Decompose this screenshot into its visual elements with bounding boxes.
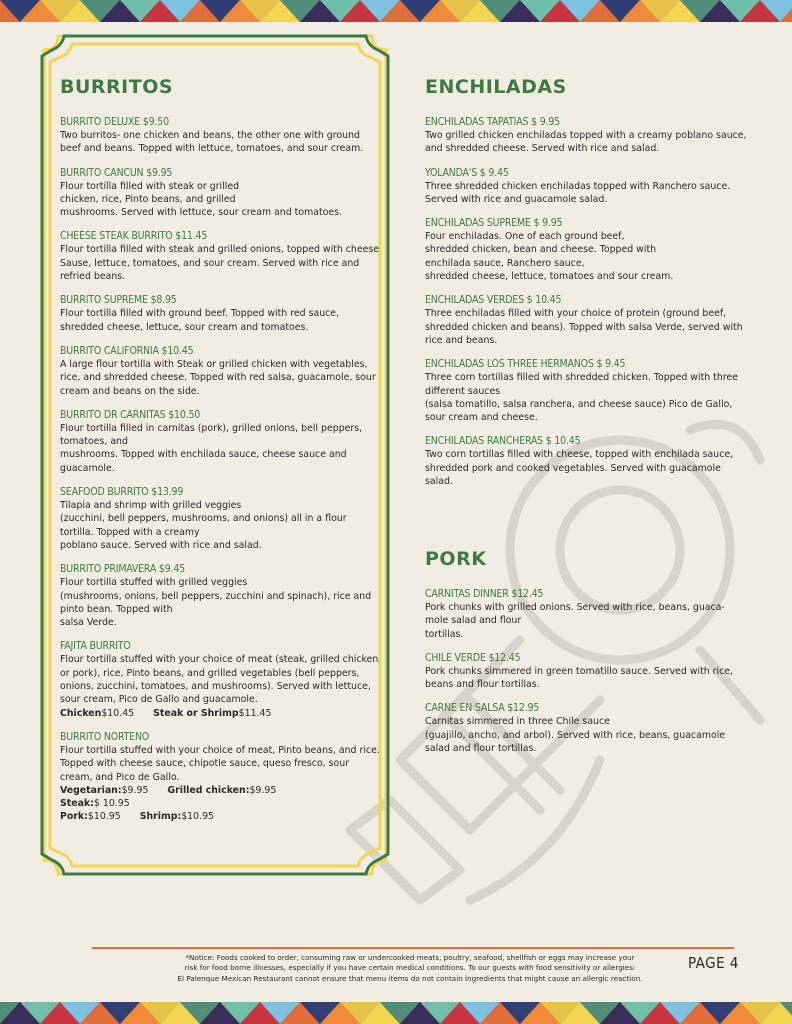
menu-item-name: BURRITO PRIMAVERA $9.45	[60, 563, 185, 576]
price-value: $9.95	[249, 784, 277, 796]
allergy-notice	[140, 953, 680, 984]
menu-item-name: BURRITO DR CARNITAS $10.50	[60, 408, 201, 421]
footer-divider	[92, 947, 734, 949]
enchiladas-section	[425, 76, 747, 499]
price-value: $10.95	[87, 811, 121, 823]
menu-item	[425, 116, 747, 156]
menu-item-name: ENCHILADAS LOS THREE HERMANOS $ 9.45	[425, 358, 626, 371]
menu-item	[60, 167, 380, 220]
menu-item-name: CARNITAS DINNER $12.45	[425, 588, 544, 600]
menu-item-name: BURRITO DELUXE $9.50	[60, 116, 169, 128]
norteno-price-line	[60, 810, 380, 823]
price-label: Grilled chicken:	[167, 784, 250, 796]
menu-item-description: Flour tortilla filled with steak or grilled chicken, rice, Pinto beans, and grilled mushrooms. Served with lettuce, sour cream and tomatoes.	[60, 180, 343, 219]
menu-item-description: Three enchiladas filled with your choice of protein (ground beef, shredded chicken and beans). Topped with salsa Verde, served with rice and beans.	[425, 308, 743, 346]
menu-item-description: Three corn tortillas filled with shredded chicken. Topped with three different sauces (salsa tomatillo, salsa ranchera, and cheese sauce) Pico de Gallo, sour cream and cheese.	[425, 372, 738, 424]
price-value: $ 10.95	[93, 798, 130, 810]
menu-item-name: BURRITO SUPREME $8.95	[60, 294, 177, 307]
notice-line: El Palenque Mexican Restaurant cannot ensure that menu items do not contain ingredients that might cause an allergic reaction.	[177, 973, 643, 983]
menu-item	[60, 640, 380, 719]
menu-item	[60, 486, 380, 552]
norteno-price-line	[60, 784, 380, 811]
menu-item-description: Four enchiladas. One of each ground beef, shredded chicken, bean and cheese. Topped with enchilada sauce, Ranchero sauce, shredded cheese, lettuce, tomatoes and sour cream.	[425, 231, 674, 283]
menu-item-description: Flour tortilla filled in carnitas (pork), grilled onions, bell peppers, tomatoes, and mushrooms. Topped with enchilada sauce, cheese sauce and guacamole.	[60, 422, 363, 474]
price-label: Vegetarian:	[60, 784, 122, 796]
menu-item	[60, 294, 380, 334]
price-label: Pork:	[60, 811, 88, 823]
menu-item	[60, 345, 380, 398]
menu-item-description: Flour tortilla filled with ground beef. Topped with red sauce, shredded cheese, lettuce, sour cream and tomatoes.	[60, 308, 340, 333]
burritos-section	[60, 76, 380, 835]
pork-title: PORK	[425, 548, 487, 570]
page-number: PAGE 4	[688, 954, 739, 972]
bottom-decorative-band	[0, 1002, 792, 1024]
menu-item-name: ENCHILADAS SUPREME $ 9.95	[425, 217, 563, 230]
price-label: Steak:	[60, 798, 94, 810]
price-option	[60, 707, 134, 720]
menu-item-name: CARNE EN SALSA $12.95	[425, 702, 540, 715]
menu-item-description: Flour tortilla stuffed with grilled veggies (mushrooms, onions, bell peppers, zucchini and spinach), rice and pinto bean. Topped with salsa Verde.	[60, 577, 372, 629]
price-option	[140, 810, 214, 823]
burritos-title: BURRITOS	[60, 76, 174, 98]
menu-item	[425, 217, 747, 283]
menu-item-description: Flour tortilla stuffed with your choice of meat (steak, grilled chicken or pork), rice, Pinto beans, and grilled vegetables (bell peppers, onions, zucchini, tomatoes, and mushrooms). Served with lettuce, sour cream, Pico de Gallo and guacamole.	[60, 654, 379, 706]
price-option	[153, 707, 271, 720]
notice-line: *Notice: Foods cooked to order, consuming raw or undercooked meats, poultry, seafood, shellfish or eggs may increase your	[185, 953, 635, 962]
price-value: $10.95	[181, 811, 215, 823]
menu-item-name: CHEESE STEAK BURRITO $11.45	[60, 230, 208, 243]
menu-item-description: Flour tortilla stuffed with your choice of meat, Pinto beans, and rice. Topped with cheese sauce, chipotle sauce, queso fresco, sour cream, and Pico de Gallo.	[60, 744, 380, 783]
price-option	[167, 784, 276, 797]
menu-item-description: Flour tortilla filled with steak and grilled onions, topped with cheese Sause, lettuce, tomatoes, and sour cream. Served with rice and refried beans.	[60, 244, 380, 283]
menu-item-name: BURRITO NORTENO	[60, 730, 150, 743]
price-value: $11.45	[238, 707, 272, 719]
menu-item	[60, 731, 380, 824]
menu-item-description: Three shredded chicken enchiladas topped with Ranchero sauce. Served with rice and guacamole salad.	[425, 180, 731, 205]
menu-item-description: Pork chunks with grilled onions. Served with rice, beans, guaca- mole salad and flour tortillas.	[425, 602, 725, 640]
menu-item-name: ENCHILADAS VERDES $ 10.45	[425, 294, 562, 307]
price-option	[60, 797, 130, 810]
price-label: Steak or Shrimp	[153, 707, 239, 719]
menu-item-name: SEAFOOD BURRITO $13.99	[60, 486, 184, 499]
menu-item-name: BURRITO CALIFORNIA $10.45	[60, 344, 194, 357]
menu-item-name: CHILE VERDE $12.45	[425, 651, 521, 664]
menu-item	[425, 358, 747, 424]
menu-item-description: Tilapia and shrimp with grilled veggies (zucchini, bell peppers, mushrooms, and onions) all in a flour tortilla. Topped with a creamy poblano sauce. Served with rice and salad.	[60, 500, 347, 551]
menu-item	[60, 116, 380, 156]
menu-item-name: FAJITA BURRITO	[60, 640, 131, 653]
price-option	[60, 810, 121, 823]
fajita-price-line	[60, 707, 380, 720]
menu-item	[425, 167, 747, 207]
menu-item-description: Two grilled chicken enchiladas topped with a creamy poblano sauce, and shredded cheese. Served with rice and salad.	[425, 130, 747, 155]
price-label: Shrimp:	[139, 811, 182, 823]
menu-item	[60, 563, 380, 629]
pork-section	[425, 548, 747, 766]
menu-item	[425, 588, 747, 641]
notice-line: risk for food borne illnesses, especially if you have certain medical conditions. To our guests with food sensitivity or allergies:	[184, 963, 636, 973]
price-option	[60, 784, 148, 797]
menu-item	[425, 652, 747, 692]
menu-item-description: Carnitas simmered in three Chile sauce (guajillo, ancho, and arbol). Served with rice, beans, guacamole salad and flour tortillas.	[425, 716, 726, 755]
menu-item-description: Two burritos- one chicken and beans, the other one with ground beef and beans. Topped with lettuce, tomatoes, and sour cream.	[60, 130, 364, 155]
price-value: $9.95	[121, 784, 149, 796]
menu-item-description: A large flour tortilla with Steak or grilled chicken with vegetables, rice, and shredded cheese. Topped with red salsa, guacamole, sour cream and beans on the side.	[60, 358, 376, 397]
price-label: Chicken	[60, 707, 102, 719]
menu-item-name: ENCHILADAS TAPATIAS $ 9.95	[425, 116, 560, 128]
menu-item-name: YOLANDA'S $ 9.45	[425, 166, 509, 179]
menu-item	[60, 230, 380, 283]
price-value: $10.45	[101, 707, 135, 719]
menu-item-name: BURRITO CANCUN $9.95	[60, 166, 173, 179]
menu-item-description: Pork chunks simmered in green tomatillo sauce. Served with rice, beans and flour tortillas.	[425, 665, 734, 691]
enchiladas-title: ENCHILADAS	[425, 76, 567, 98]
menu-item	[425, 294, 747, 347]
menu-item-name: ENCHILADAS RANCHERAS $ 10.45	[425, 435, 581, 448]
menu-item	[60, 409, 380, 475]
menu-item	[425, 435, 747, 488]
menu-item-description: Two corn tortillas filled with cheese, topped with enchilada sauce, shredded pork and cooked vegetables. Served with guacamole salad.	[425, 449, 734, 488]
menu-item	[425, 702, 747, 755]
